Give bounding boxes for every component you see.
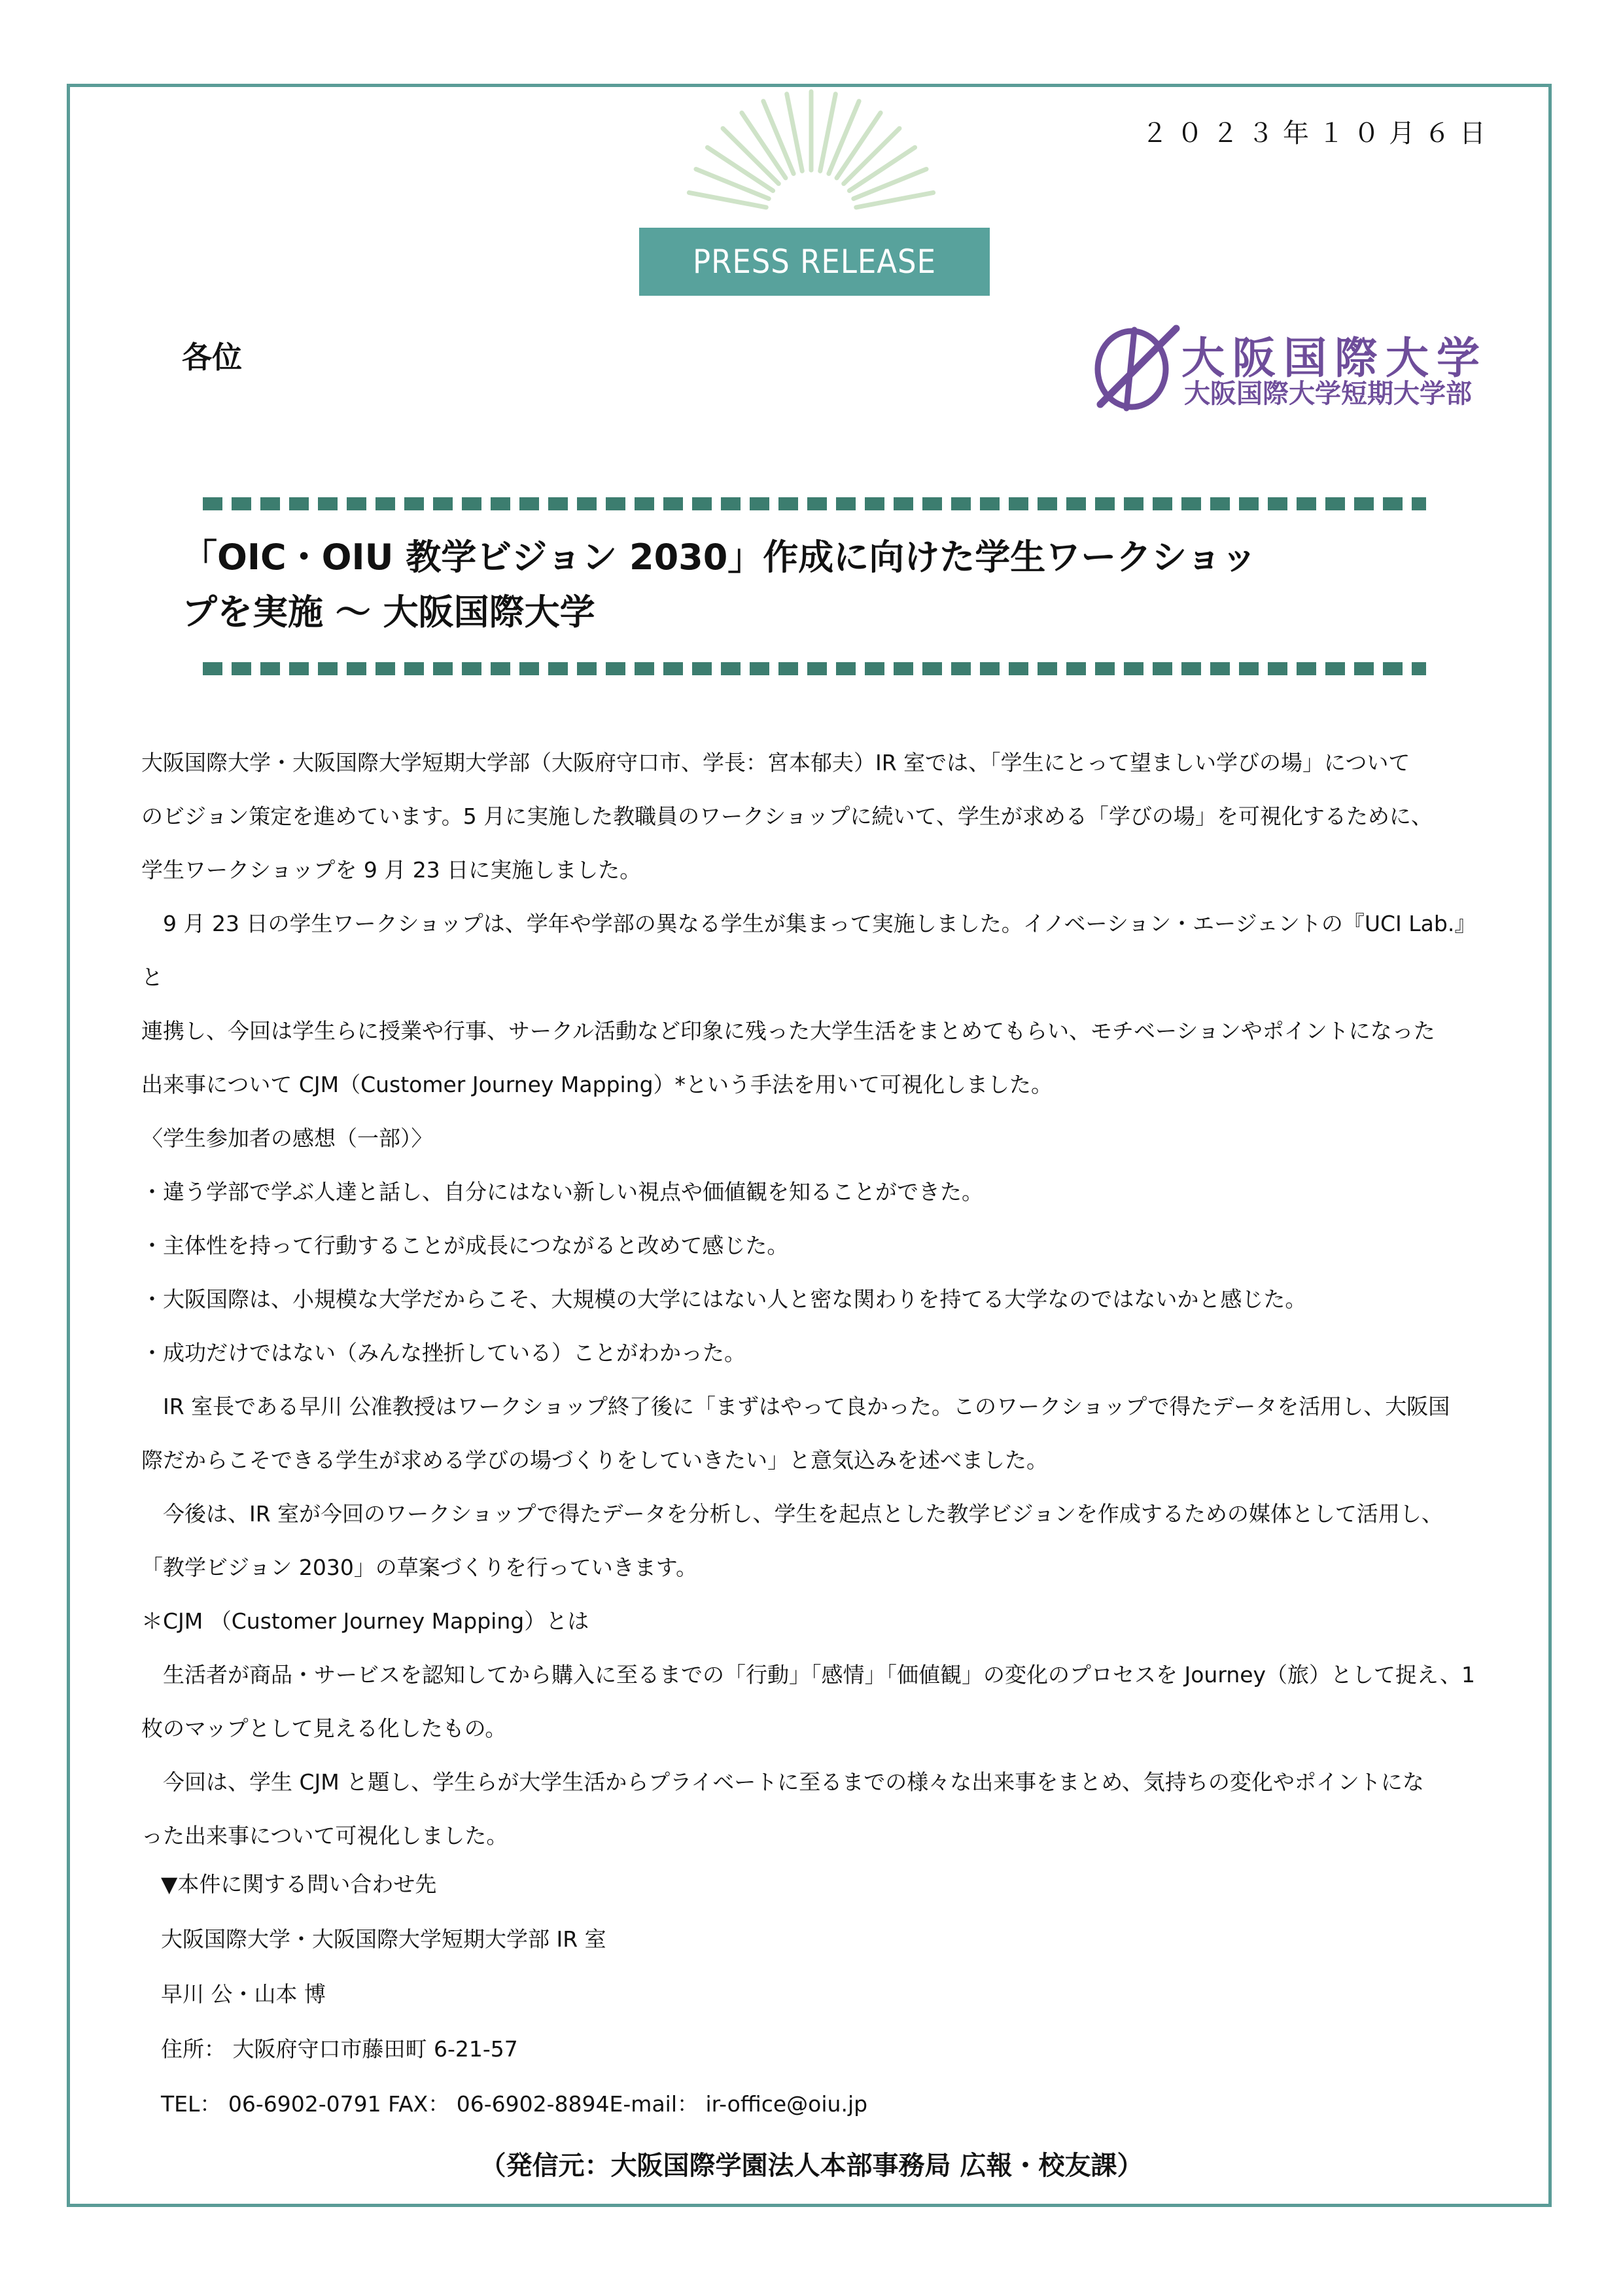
university-logo	[1086, 321, 1505, 412]
body-line: 今回は、学生 CJM と題し、学生らが大学生活からプライベートに至るまでの様々な出来事をまとめ、気持ちの変化やポイントにな	[141, 1769, 1424, 1795]
body-line: 枚のマップとして見える化したもの。	[141, 1716, 507, 1741]
title-line-2: プを実施 〜 大阪国際大学	[182, 592, 595, 633]
body-line: 「教学ビジョン 2030」の草案づくりを行っていきます。	[141, 1555, 698, 1580]
contact-phone-email: TEL： 06-6902-0791 FAX： 06-6902-8894E-mail： ir-office@oiu.jp	[161, 2091, 868, 2117]
page-title	[182, 530, 1484, 640]
body-line: 連携し、今回は学生らに授業や行事、サークル活動など印象に残った大学生活をまとめてもらい、モチベーションやポイントになった	[141, 1018, 1435, 1044]
title-divider-bottom	[203, 662, 1426, 675]
contact-heading: ▼本件に関する問い合わせ先	[161, 1871, 437, 1897]
body-line: のビジョン策定を進めています。5 月に実施した教職員のワークショップに続いて、学生が求める「学びの場」を可視化するために、	[141, 804, 1433, 829]
addressee: 各位	[182, 340, 242, 375]
issuer-footer: （発信元：大阪国際学園法人本部事務局 広報・校友課）	[480, 2151, 1143, 2181]
sunburst-decoration	[648, 85, 975, 216]
title-divider-top	[203, 497, 1426, 510]
body-line: ・成功だけではない（みんな挫折している）ことがわかった。	[141, 1340, 746, 1366]
body-line: 出来事について CJM（Customer Journey Mapping）*という手法を用いて可視化しました。	[141, 1072, 1053, 1097]
body-line: ・違う学部で学ぶ人達と話し、自分にはない新しい視点や価値観を知ることができた。	[141, 1179, 983, 1205]
body-line: 生活者が商品・サービスを認知してから購入に至るまでの「行動」「感情」「価値観」の変化のプロセスを Journey（旅）として捉え、1	[141, 1662, 1476, 1687]
body-line: 今後は、IR 室が今回のワークショップで得たデータを分析し、学生を起点とした教学ビジョンを作成するための媒体として活用し、	[141, 1501, 1443, 1527]
body-text	[141, 736, 1489, 1863]
contact-info	[161, 1857, 867, 2132]
contact-address: 住所： 大阪府守口市藤田町 6-21-57	[161, 2036, 518, 2062]
logo-college-name: 大阪国際大学短期大学部	[1184, 379, 1472, 409]
press-release-banner	[639, 228, 990, 296]
body-line: 大阪国際大学・大阪国際大学短期大学部（大阪府守口市、学長：宮本郁夫）IR 室では、「学生にとって望ましい学びの場」について	[141, 750, 1410, 775]
contact-organization: 大阪国際大学・大阪国際大学短期大学部 IR 室	[161, 1926, 606, 1952]
logo-university-name: 大阪国際大学	[1181, 333, 1488, 383]
body-line: ・大阪国際は、小規模な大学だからこそ、大規模の大学にはない人と密な関わりを持てる大学なのではないかと感じた。	[141, 1286, 1307, 1312]
body-line: 9 月 23 日の学生ワークショップは、学年や学部の異なる学生が集まって実施しました。イノベーション・エージェントの『UCI Lab.』と	[141, 911, 1476, 990]
body-line: 〈学生参加者の感想（一部）〉	[141, 1125, 433, 1151]
body-line: ＊CJM （Customer Journey Mapping）とは	[141, 1608, 589, 1634]
body-line: 際だからこそできる学生が求める学びの場づくりをしていきたい」と意気込みを述べました。	[141, 1447, 1048, 1473]
body-line: った出来事について可視化しました。	[141, 1823, 508, 1848]
title-line-1: 「OIC・OIU 教学ビジョン 2030」作成に向けた学生ワークショッ	[182, 537, 1257, 578]
body-line: IR 室長である早川 公准教授はワークショップ終了後に「まずはやって良かった。このワークショップで得たデータを活用し、大阪国	[141, 1394, 1450, 1419]
release-date: ２０２３年１０月６日	[1142, 118, 1495, 149]
contact-names: 早川 公・山本 博	[161, 1981, 326, 2007]
body-line: 学生ワークショップを 9 月 23 日に実施しました。	[141, 857, 642, 883]
body-line: ・主体性を持って行動することが成長につながると改めて感じた。	[141, 1233, 789, 1258]
press-release-label: PRESS RELEASE	[692, 243, 937, 281]
university-emblem-icon	[1086, 321, 1184, 412]
